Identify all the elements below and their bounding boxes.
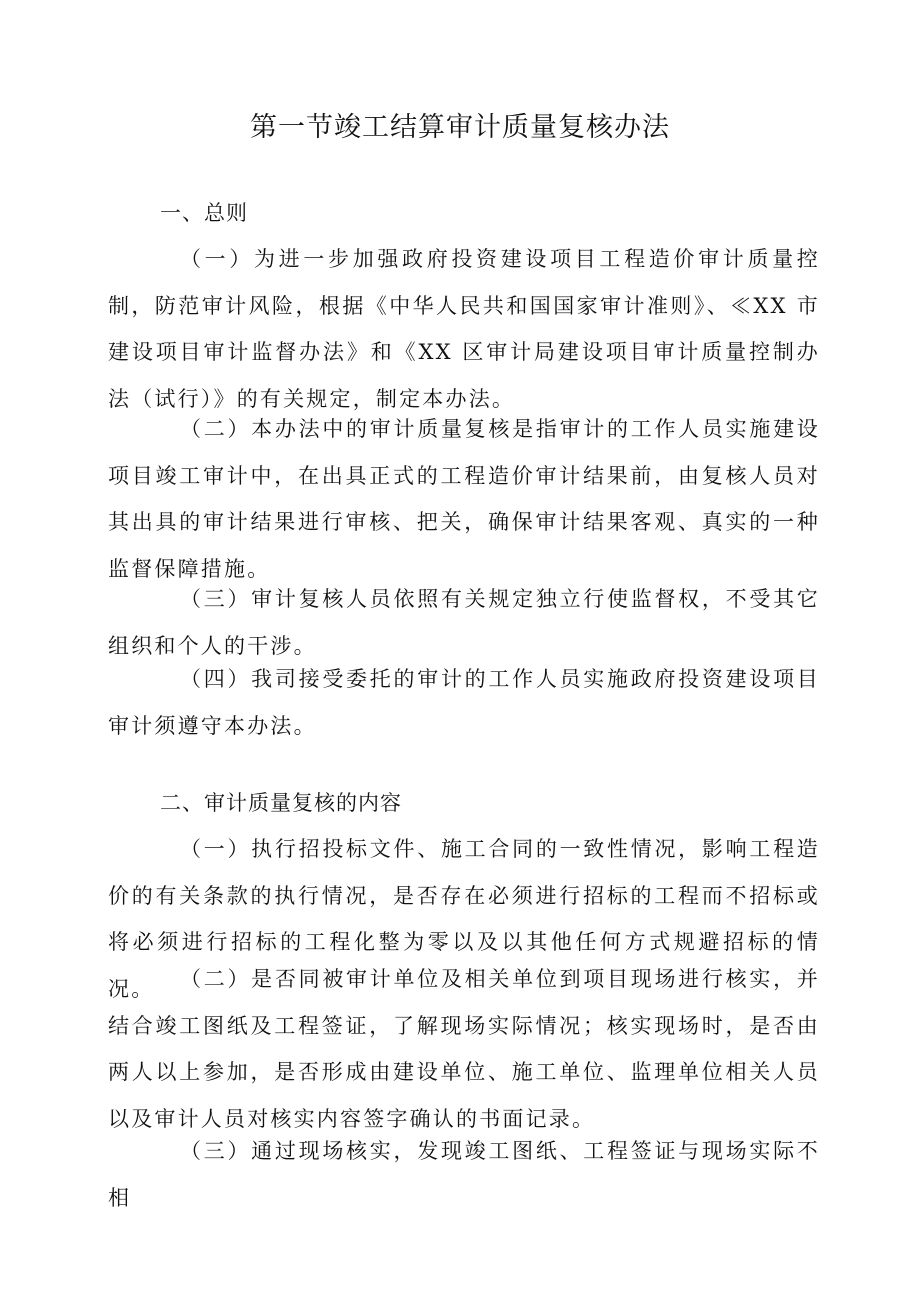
section-heading-general: 一、总则 [160, 201, 248, 225]
document-title: 第一节竣工结算审计质量复核办法 [250, 112, 670, 143]
paragraph-2-3: （三）通过现场核实，发现竣工图纸、工程签证与现场实际不相 [108, 1139, 820, 1210]
paragraph-2-1: （一）执行招投标文件、施工合同的一致性情况，影响工程造价的有关条款的执行情况，是否存在必须进行招标的工程而不招标或将必须进行招标的工程化整为零以及以其他任何方式规避招标的情况。 [108, 837, 820, 1001]
paragraph-1-1: （一）为进一步加强政府投资建设项目工程造价审计质量控制，防范审计风险，根据《中华人民共和国国家审计准则》、≪XX 市建设项目审计监督办法》和《XX 区审计局建设项目审计质量控制办法（试行）》的有关规定，制定本办法。 [108, 247, 820, 411]
paragraph-1-2: （二）本办法中的审计质量复核是指审计的工作人员实施建设项目竣工审计中，在出具正式的工程造价审计结果前，由复核人员对其出具的审计结果进行审核、把关，确保审计结果客观、真实的一种监督保障措施。 [108, 417, 820, 581]
paragraph-2-2: （二）是否同被审计单位及相关单位到项目现场进行核实，并结合竣工图纸及工程签证，了解现场实际情况；核实现场时，是否由两人以上参加，是否形成由建设单位、施工单位、监理单位相关人员以及审计人员对核实内容签字确认的书面记录。 [108, 967, 820, 1131]
paragraph-1-4: （四）我司接受委托的审计的工作人员实施政府投资建设项目审计须遵守本办法。 [108, 667, 820, 738]
paragraph-1-3: （三）审计复核人员依照有关规定独立行使监督权，不受其它组织和个人的干涉。 [108, 587, 820, 658]
section-heading-review-content: 二、审计质量复核的内容 [160, 791, 402, 815]
